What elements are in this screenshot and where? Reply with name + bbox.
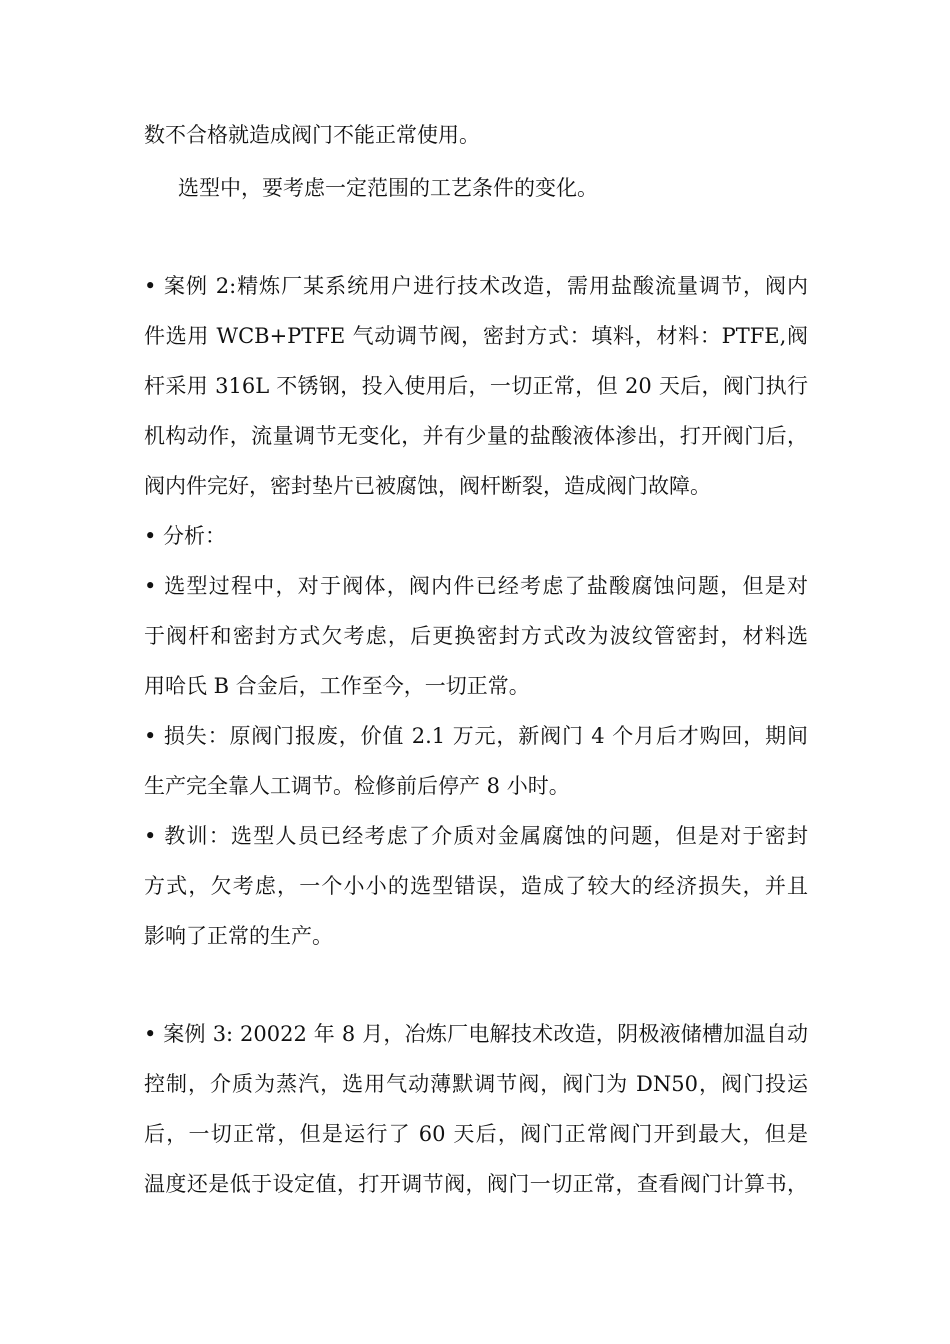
case2-line-2: 件选用 WCB+PTFE 气动调节阀，密封方式：填料，材料：PTFE,阀: [144, 324, 808, 348]
case3-line-4: 温度还是低于设定值，打开调节阀，阀门一切正常，查看阀门计算书，: [144, 1172, 808, 1196]
case2-line-1: • 案例 2:精炼厂某系统用户进行技术改造，需用盐酸流量调节，阀内: [144, 274, 808, 298]
analysis-line-3: 用哈氏 B 合金后，工作至今，一切正常。: [144, 674, 530, 698]
lesson-line-1: • 教训：选型人员已经考虑了介质对金属腐蚀的问题，但是对于密封: [144, 824, 808, 848]
lesson-line-3: 影响了正常的生产。: [144, 924, 333, 948]
case2-line-5: 阀内件完好，密封垫片已被腐蚀，阀杆断裂，造成阀门故障。: [144, 474, 711, 498]
case2-line-4: 机构动作，流量调节无变化，并有少量的盐酸液体渗出，打开阀门后，: [144, 424, 808, 448]
loss-line-2: 生产完全靠人工调节。检修前后停产 8 小时。: [144, 774, 570, 798]
case3-line-3: 后，一切正常，但是运行了 60 天后，阀门正常阀门开到最大，但是: [144, 1122, 808, 1146]
case2-line-3: 杆采用 316L 不锈钢，投入使用后，一切正常，但 20 天后，阀门执行: [144, 374, 808, 398]
analysis-line-1: • 选型过程中，对于阀体，阀内件已经考虑了盐酸腐蚀问题，但是对: [144, 574, 808, 598]
analysis-heading: • 分析：: [144, 524, 227, 548]
case3-line-2: 控制，介质为蒸汽，选用气动薄默调节阀，阀门为 DN50，阀门投运: [144, 1072, 808, 1096]
loss-line-1: • 损失：原阀门报废，价值 2.1 万元，新阀门 4 个月后才购回，期间: [144, 724, 808, 748]
lesson-line-2: 方式，欠考虑，一个小小的选型错误，造成了较大的经济损失，并且: [144, 874, 808, 898]
case3-line-1: • 案例 3: 20022 年 8 月，冶炼厂电解技术改造，阴极液储槽加温自动: [144, 1022, 808, 1046]
text-line-2: 选型中，要考虑一定范围的工艺条件的变化。: [178, 176, 598, 200]
text-line-1: 数不合格就造成阀门不能正常使用。: [144, 123, 480, 147]
analysis-line-2: 于阀杆和密封方式欠考虑，后更换密封方式改为波纹管密封，材料选: [144, 624, 808, 648]
